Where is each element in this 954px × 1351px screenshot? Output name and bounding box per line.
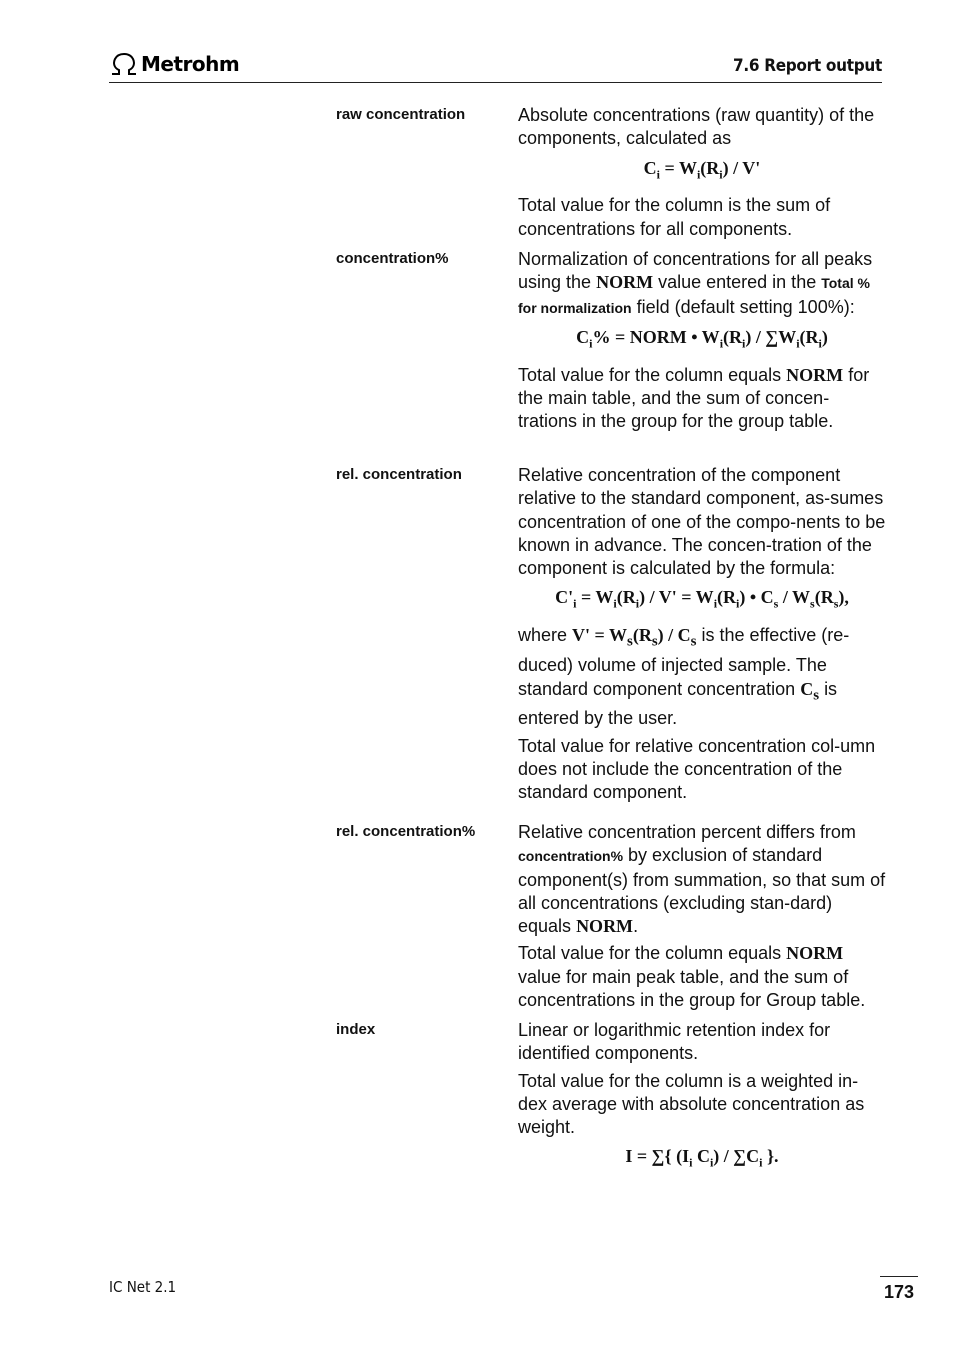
header-rule [109, 82, 882, 83]
omega-logo-icon [109, 52, 139, 76]
paragraph: Normalization of concentrations for all peaks using the NORM value entered in the Total % for normalization field (default setting 100%): [518, 249, 873, 317]
page-header [109, 50, 882, 83]
paragraph: Total value for the column equals NORM value for main peak table, and the sum of concentrations in the group for Group table. [518, 943, 866, 1011]
paragraph: Relative concentration of the component relative to the standard component, as-sumes concentration of one of the compo-nents to be known in advance. The concen-tration of the component is calculated by the formula: [518, 465, 886, 579]
term-description [518, 104, 886, 245]
term-label: concentration% [336, 250, 449, 267]
paragraph: Total value for the column equals NORM for the main table, and the sum of concen-trations in the group for the group table. [518, 364, 870, 432]
section-title: 7.6 Report output [733, 56, 882, 76]
product-name: IC Net 2.1 [109, 1278, 177, 1296]
paragraph: Total value for the column is the sum of concentrations for all components. [518, 195, 831, 239]
term-label: raw concentration [336, 106, 466, 123]
paragraph: Relative concentration percent differs from concentration% by exclusion of standard component(s) from summation, so that sum of all concentrations (excluding stan-dard) equals NORM. [518, 822, 886, 937]
paragraph: Total value for relative concentration col-umn does not include the concentration of the standard component. [518, 735, 876, 803]
paragraph: Total value for the column is a weighted in-dex average with absolute concentration as weight. [518, 1070, 865, 1138]
brand-logo [109, 52, 239, 76]
formula: $C'_i = W_i(R_i) / V' = W_i(R_i)$ • $C_s / W_s(R_s)$, [555, 587, 849, 612]
term-description [518, 248, 886, 438]
brand-name: Metrohm [141, 52, 240, 76]
paragraph: Linear or logarithmic retention index for identified components. [518, 1020, 831, 1064]
term-label: index [336, 1021, 376, 1038]
formula: $C_i = W_i(R_i) / V'$ [643, 157, 761, 182]
paragraph: where $V' = W_s(R_s) / C_s$ is the effective (re-duced) volume of injected sample. The standard component concentration $C_s$ is entered by the user. [518, 625, 850, 729]
page-number: 173 [880, 1276, 918, 1303]
term-label: rel. concentration [336, 466, 462, 483]
paragraph: Absolute concentrations (raw quantity) of the components, calculated as [518, 105, 875, 149]
term-label: rel. concentration% [336, 823, 476, 840]
formula: I = ∑{ ($I_i$ $C_i) / \sum C_i$ }. [625, 1146, 779, 1171]
formula: $C_i\%$ = NORM • $W_i(R_i) / \sum W_i(R_i)$ [576, 326, 828, 351]
term-description [518, 1019, 886, 1183]
term-description [518, 821, 886, 1016]
term-description [518, 464, 886, 809]
